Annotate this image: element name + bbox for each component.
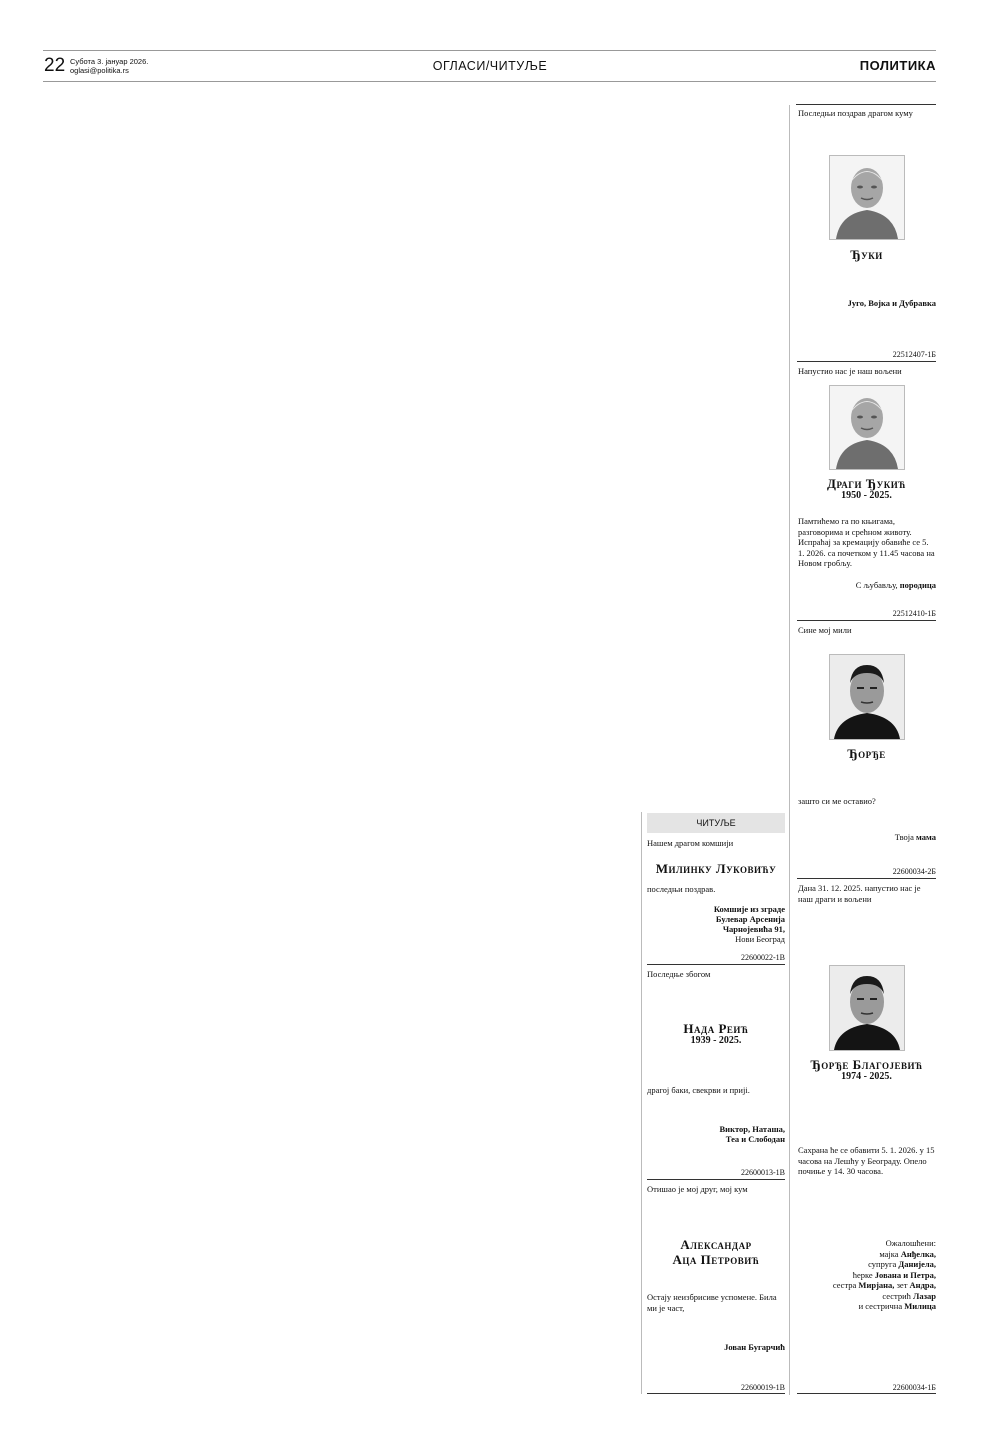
header-bottom-rule: [43, 81, 936, 82]
portrait-photo: [829, 654, 905, 740]
mourner-relation: сестрић: [882, 1290, 914, 1301]
newspaper-logo: ПОЛИТИКА: [859, 58, 936, 73]
mourner-name: Андра,: [909, 1280, 936, 1290]
ad-intro: Напустио нас је наш вољени: [798, 366, 902, 376]
signature-line: Булевар Арсенија: [715, 914, 785, 924]
ad-intro: Отишао је мој друг, мој кум: [647, 1184, 748, 1194]
portrait-photo: [829, 155, 905, 240]
signature-prefix: С љубављу,: [855, 580, 898, 590]
name-line: Аца Петровић: [672, 1252, 760, 1267]
deceased-name: Ђорђе: [847, 746, 886, 761]
name-line: Александар: [680, 1237, 752, 1252]
ad-intro: Последње збогом: [647, 969, 711, 979]
deceased-name: Ђорђе Благојевић: [810, 1057, 923, 1072]
signature-line: Виктор, Наташа,: [719, 1124, 785, 1134]
section-title: ОГЛАСИ/ЧИТУЉЕ: [432, 59, 548, 73]
portrait-photo: [829, 385, 905, 470]
life-years: 1939 - 2025.: [690, 1035, 742, 1046]
ad-code: 22600013-1В: [741, 1168, 785, 1177]
ad-body: драгој баки, свекрви и пријi.: [647, 1085, 750, 1095]
young-man-portrait-icon: [830, 966, 904, 1050]
ad-intro: Дана 31. 12. 2025. напустио нас је наш драги и вољени: [798, 883, 921, 904]
ad-signature: [797, 832, 936, 843]
column-divider: [789, 105, 790, 1395]
signature-line: Комшије из зграде: [713, 904, 785, 914]
mourner-line: [797, 1259, 936, 1270]
ad-signature: [647, 1124, 785, 1144]
deceased-name: [647, 1237, 785, 1267]
ad-code: 22600022-1В: [741, 953, 785, 962]
ad-intro: Нашем драгом комшији: [647, 838, 734, 848]
ad-separator: [797, 361, 936, 362]
mourner-line: [797, 1280, 936, 1291]
ad-code: 22600034-2Б: [892, 867, 936, 876]
ad-body: последњи поздрав.: [647, 884, 716, 894]
life-years: 1950 - 2025.: [841, 490, 892, 501]
mourner-name: Данијела,: [898, 1259, 936, 1269]
deceased-name: Милинку Луковићу: [655, 861, 777, 876]
deceased-name: Нада Реић: [683, 1021, 749, 1036]
ad-code: 22512410-1Б: [892, 609, 936, 618]
ad-separator: [797, 620, 936, 621]
deceased-name: Драги Ђукић: [827, 476, 906, 491]
ad-separator: [647, 1393, 785, 1394]
mourner-relation: сестра: [832, 1280, 859, 1290]
ad-body: зашто си ме оставио?: [798, 796, 876, 806]
life-years: 1974 - 2025.: [841, 1071, 892, 1082]
portrait-photo: [829, 965, 905, 1051]
mourner-relation: мајка: [879, 1248, 901, 1259]
ad-intro: Последњи поздрав драгом куму: [798, 108, 913, 118]
mourner-name: Милица: [904, 1301, 936, 1311]
elderly-man-portrait-icon: [830, 386, 904, 469]
signature-line: Теа и Слободан: [725, 1134, 785, 1144]
mourner-relation: ћерке: [852, 1269, 875, 1280]
ad-separator: [647, 1179, 785, 1180]
issue-date: Субота 3. јануар 2026.: [70, 57, 149, 66]
ad-signature: [647, 904, 785, 944]
ad-code: 22512407-1Б: [892, 350, 936, 359]
header-top-rule: [43, 50, 936, 51]
ad-body: Сахрана ће се обавити 5. 1. 2026. у 15 часова на Лешћу у Београду. Опело почиње у 14. 30 часова.: [798, 1145, 935, 1176]
mourner-name: Лазар: [913, 1290, 936, 1301]
ad-separator: [647, 964, 785, 965]
ad-separator: [797, 1393, 936, 1394]
signature-name: породица: [899, 580, 936, 590]
ad-separator: [796, 104, 936, 105]
mourner-name: Анђелка,: [900, 1248, 936, 1259]
column-divider: [641, 812, 642, 1394]
mourner-name: Мирјана,: [858, 1280, 895, 1290]
signature-line: Нови Београд: [735, 934, 785, 944]
email-link[interactable]: oglasi@politika.rs: [70, 66, 129, 75]
mourner-line: [797, 1249, 936, 1260]
young-man-portrait-icon: [830, 655, 904, 739]
mourner-line: [797, 1301, 936, 1312]
section-tab: ЧИТУЉЕ: [647, 813, 785, 833]
ad-code: 22600034-1Б: [892, 1383, 936, 1392]
ad-signature: Јован Бугарчић: [724, 1342, 785, 1352]
ad-body: Памтићемо га по књигама, разговорима и срећном животу. Испраћај за кремацију обавиће се 5. 1. 2026. са почетком у 11.45 часова на Новом гробљу.: [798, 516, 935, 568]
signature-name: мама: [916, 832, 936, 842]
ad-code: 22600019-1В: [741, 1383, 785, 1392]
elderly-man-portrait-icon: [830, 156, 904, 239]
mourner-line: [797, 1270, 936, 1281]
mourners-title: Ожалошћени:: [885, 1238, 936, 1248]
ad-intro: Сине мој мили: [798, 625, 852, 635]
mourner-relation: супруга: [868, 1259, 899, 1269]
page-number: 22: [44, 55, 66, 76]
ad-signature: Југо, Војка и Дубравка: [847, 298, 936, 308]
signature-line: Чарнојевића 91,: [722, 924, 785, 934]
deceased-name: Ђуки: [850, 247, 883, 262]
signature-prefix: Твоја: [894, 832, 914, 842]
mourner-line: [797, 1291, 936, 1302]
ad-body: Остају неизбрисиве успомене. Била ми је част,: [647, 1292, 777, 1313]
mourner-relation: и сестрична: [858, 1301, 905, 1311]
mourner-relation: зет: [894, 1280, 910, 1290]
mourners-list: [797, 1238, 936, 1312]
ad-separator: [797, 878, 936, 879]
mourner-name: Јована и Петра,: [874, 1269, 936, 1280]
ad-signature: [797, 580, 936, 591]
